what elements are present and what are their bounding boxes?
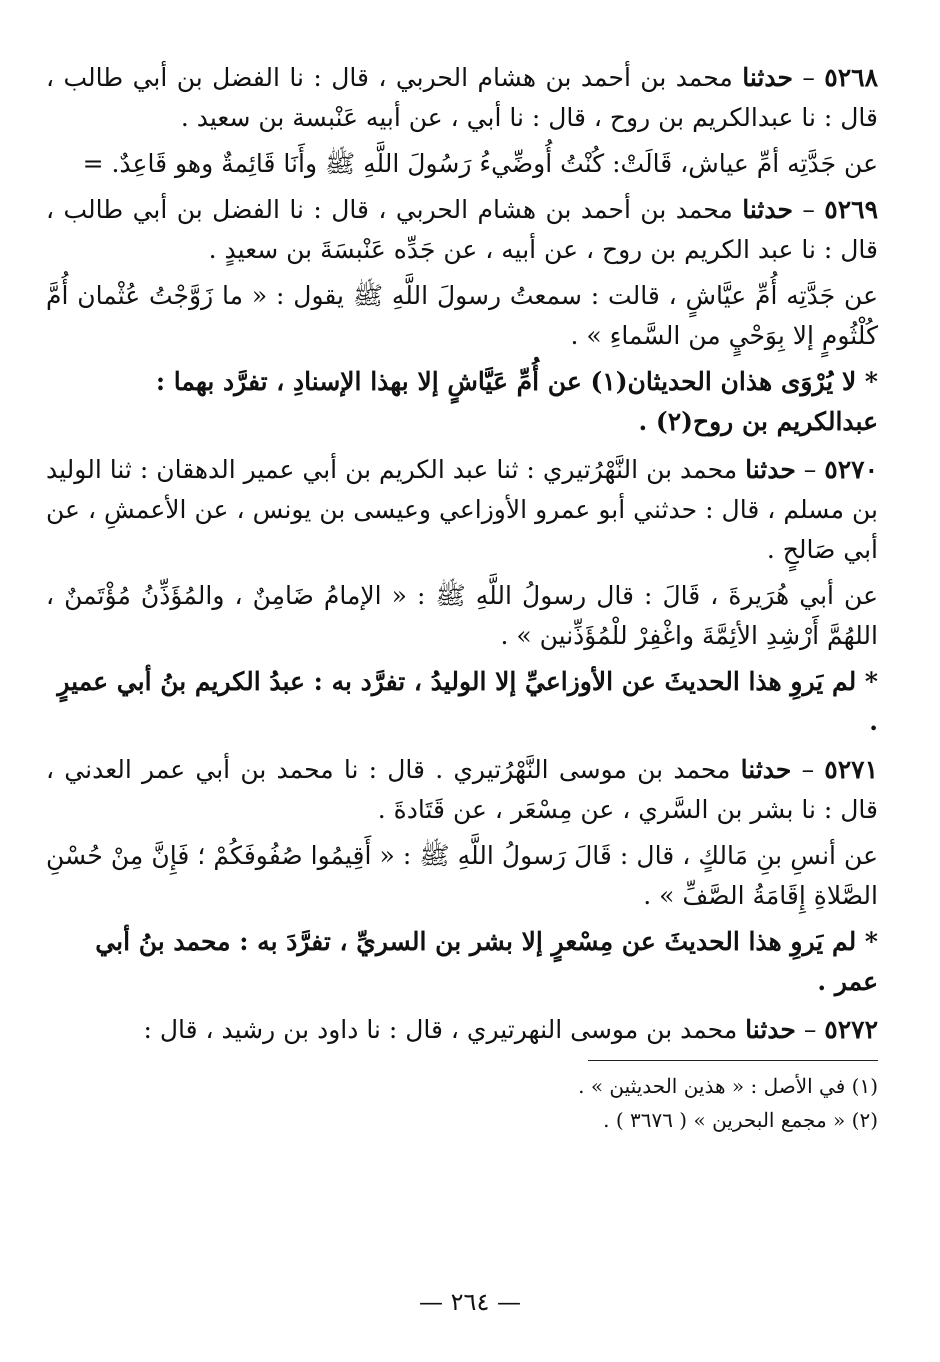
hadith-5272-isnad: ٥٢٧٢ – حدثنا محمد بن موسى النهرتيري ، قال : نا داود بن رشيد ، قال : <box>143 1015 878 1044</box>
commentary-note-2: * لم يَروِ هذا الحديثَ عن الأوزاعيِّ إلا الوليدُ ، تفرَّد به : عبدُ الكريم بنُ أبي عميرٍ . <box>57 667 878 736</box>
haddathana: حدثنا <box>745 1015 796 1044</box>
isnad-text: محمد بن موسى النَّهْرُتيري . قال : نا محمد بن أبي عمر العدني ، قال : نا بشر بن السَّري ، عن مِسْعَر ، عن قَتَادةَ . <box>46 755 878 824</box>
hadith-5269-isnad: ٥٢٦٩ – حدثنا محمد بن أحمد بن هشام الحربي ، قال : نا الفضل بن أبي طالب ، قال : نا عبد الكريم بن روح ، عن أبيه ، عن جَدِّه عَنْبسَةَ بن سعيدٍ . <box>46 195 878 264</box>
hadith-5268-isnad: ٥٢٦٨ – حدثنا محمد بن أحمد بن هشام الحربي ، قال : نا الفضل بن أبي طالب ، قال : نا عبدالكريم بن روح ، قال : نا أبي ، عن أبيه عَنْبسة بن سعيد . <box>46 63 878 132</box>
haddathana: حدثنا <box>745 455 796 484</box>
isnad-text: محمد بن النَّهْرُتيري : ثنا عبد الكريم بن أبي عمير الدهقان : ثنا الوليد بن مسلم ، قال : حدثني أبو عمرو الأوزاعي وعيسى بن يونس ، عن الأعمشِ ، عن أبي صَالحٍ . <box>46 455 878 564</box>
hadith-number: ٥٢٧٠ <box>824 455 879 484</box>
hadith-number: ٥٢٦٨ <box>824 63 878 92</box>
footnote-separator <box>588 1060 878 1061</box>
commentary-note-1: * لا يُرْوَى هذان الحديثان(١) عن أُمِّ عَيَّاشٍ إلا بهذا الإسنادِ ، تفرَّد بهما : عبدالكريم بن روح(٢) . <box>155 367 878 436</box>
hadith-number: ٥٢٧١ <box>824 755 879 784</box>
commentary-note-3: * لم يَروِ هذا الحديثَ عن مِسْعرٍ إلا بشر بن السريِّ ، تفرَّدَ به : محمد بنُ أبي عمر . <box>95 927 878 996</box>
page-number: — ٢٦٤ — <box>419 1288 521 1316</box>
isnad-text: محمد بن أحمد بن هشام الحربي ، قال : نا الفضل بن أبي طالب ، قال : نا عبدالكريم بن روح ، قال : نا أبي ، عن أبيه عَنْبسة بن سعيد . <box>46 63 878 132</box>
hadith-number: ٥٢٦٩ <box>824 195 878 224</box>
footnote-2: (٢) « مجمع البحرين » ( ٣٦٧٦ ) . <box>603 1108 878 1132</box>
isnad-text: محمد بن موسى النهرتيري ، قال : نا داود بن رشيد ، قال : <box>143 1015 738 1044</box>
isnad-text: محمد بن أحمد بن هشام الحربي ، قال : نا الفضل بن أبي طالب ، قال : نا عبد الكريم بن روح ، عن أبيه ، عن جَدِّه عَنْبسَةَ بن سعيدٍ . <box>46 195 878 264</box>
hadith-5269-matn: عن جَدَّتِه أُمِّ عيَّاشٍ ، قالت : سمعتُ رسولَ اللَّهِ ﷺ يقول : « ما زَوَّجْتُ عُثْمان أُمَّ كُلْثُومٍ إلا بِوَحْيٍ من السَّماءِ » . <box>46 281 878 350</box>
hadith-5268-matn: عن جَدَّتِه أمِّ عياش، قَالَتْ: كُنْتُ أُوضِّيءُ رَسُولَ اللَّهِ ﷺ وأَنَا قَائِمةٌ وهو قَاعِدٌ. = <box>82 149 878 178</box>
hadith-5270-isnad: ٥٢٧٠ – حدثنا محمد بن النَّهْرُتيري : ثنا عبد الكريم بن أبي عمير الدهقان : ثنا الوليد بن مسلم ، قال : حدثني أبو عمرو الأوزاعي وعيسى بن يونس ، عن الأعمشِ ، عن أبي صَالحٍ . <box>46 455 879 564</box>
hadith-5270-matn: عن أبي هُرَيرةَ ، قَالَ : قال رسولُ اللَّهِ ﷺ : « الإمامُ ضَامِنٌ ، والمُؤَذِّنُ مُؤْتَمنٌ ، اللهُمَّ أَرْشِدِ الأئِمَّةَ واغْفِرْ للْمُؤَذِّنين » . <box>46 581 878 650</box>
hadith-5271-isnad: ٥٢٧١ – حدثنا محمد بن موسى النَّهْرُتيري . قال : نا محمد بن أبي عمر العدني ، قال : نا بشر بن السَّري ، عن مِسْعَر ، عن قَتَادةَ . <box>46 755 879 824</box>
hadith-number: ٥٢٧٢ <box>824 1015 878 1044</box>
haddathana: حدثنا <box>742 63 793 92</box>
hadith-5271-matn: عن أنسِ بنِ مَالكٍ ، قال : قَالَ رَسولُ اللَّهِ ﷺ : « أَقِيمُوا صُفُوفَكُمْ ؛ فَإِنَّ مِنْ حُسْنِ الصَّلاةِ إِقَامَةُ الصَّفِّ » . <box>46 841 879 910</box>
haddathana: حدثنا <box>742 195 793 224</box>
haddathana: حدثنا <box>740 755 792 784</box>
footnote-1: (١) في الأصل : « هذين الحديثين » . <box>578 1074 878 1098</box>
